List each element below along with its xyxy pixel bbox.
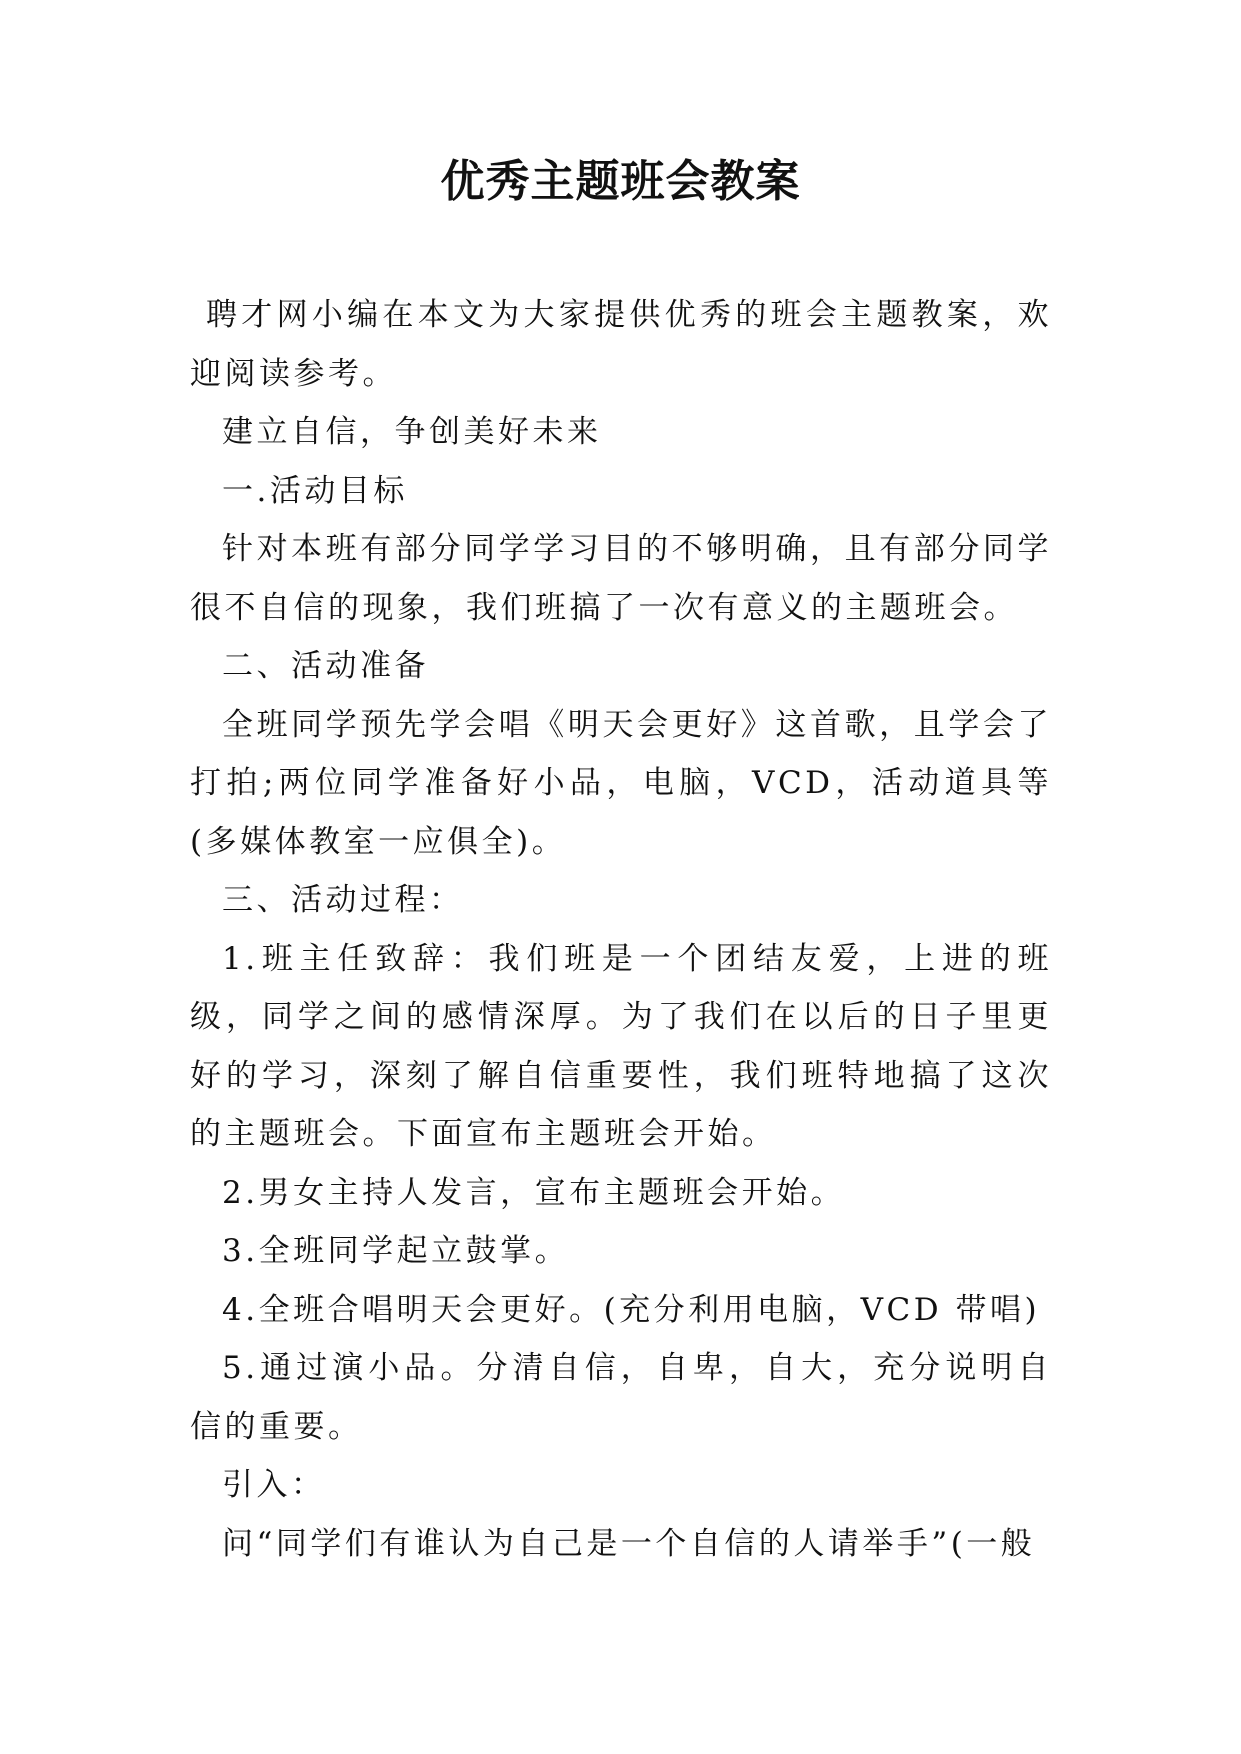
document-body — [190, 286, 1052, 1573]
lead-in-label: 引入： — [222, 1467, 326, 1503]
process-step-3: 3.全班同学起立鼓掌。 — [222, 1233, 570, 1269]
intro-paragraph: 聘才网小编在本文为大家提供优秀的班会主题教案，欢迎阅读参考。 — [190, 297, 1052, 392]
preparation-paragraph: 全班同学预先学会唱《明天会更好》这首歌，且学会了打拍;两位同学准备好小品，电脑，VCD，活动道具等(多媒体教室一应俱全)。 — [190, 706, 1052, 860]
document-title: 优秀主题班会教案 — [440, 156, 801, 207]
theme-heading: 建立自信，争创美好未来 — [222, 414, 602, 450]
goals-paragraph: 针对本班有部分同学学习目的不够明确，且有部分同学很不自信的现象，我们班搞了一次有意义的主题班会。 — [190, 531, 1052, 626]
process-step-2: 2.男女主持人发言，宣布主题班会开始。 — [222, 1174, 846, 1211]
lead-in-question: 问“同学们有谁认为自己是一个自信的人请举手”(一般 — [222, 1525, 1036, 1562]
process-step-4: 4.全班合唱明天会更好。(充分利用电脑，VCD 带唱) — [222, 1291, 1041, 1328]
section-heading-goals: 一.活动目标 — [222, 472, 408, 509]
section-heading-preparation: 二、活动准备 — [222, 648, 429, 684]
process-step-1: 1.班主任致辞：我们班是一个团结友爱，上进的班级，同学之间的感情深厚。为了我们在以后的日子里更好的学习，深刻了解自信重要性，我们班特地搞了这次的主题班会。下面宣布主题班会开始。 — [190, 940, 1052, 1152]
section-heading-process: 三、活动过程： — [222, 882, 464, 918]
process-step-5: 5.通过演小品。分清自信，自卑，自大，充分说明自信的重要。 — [190, 1350, 1052, 1445]
